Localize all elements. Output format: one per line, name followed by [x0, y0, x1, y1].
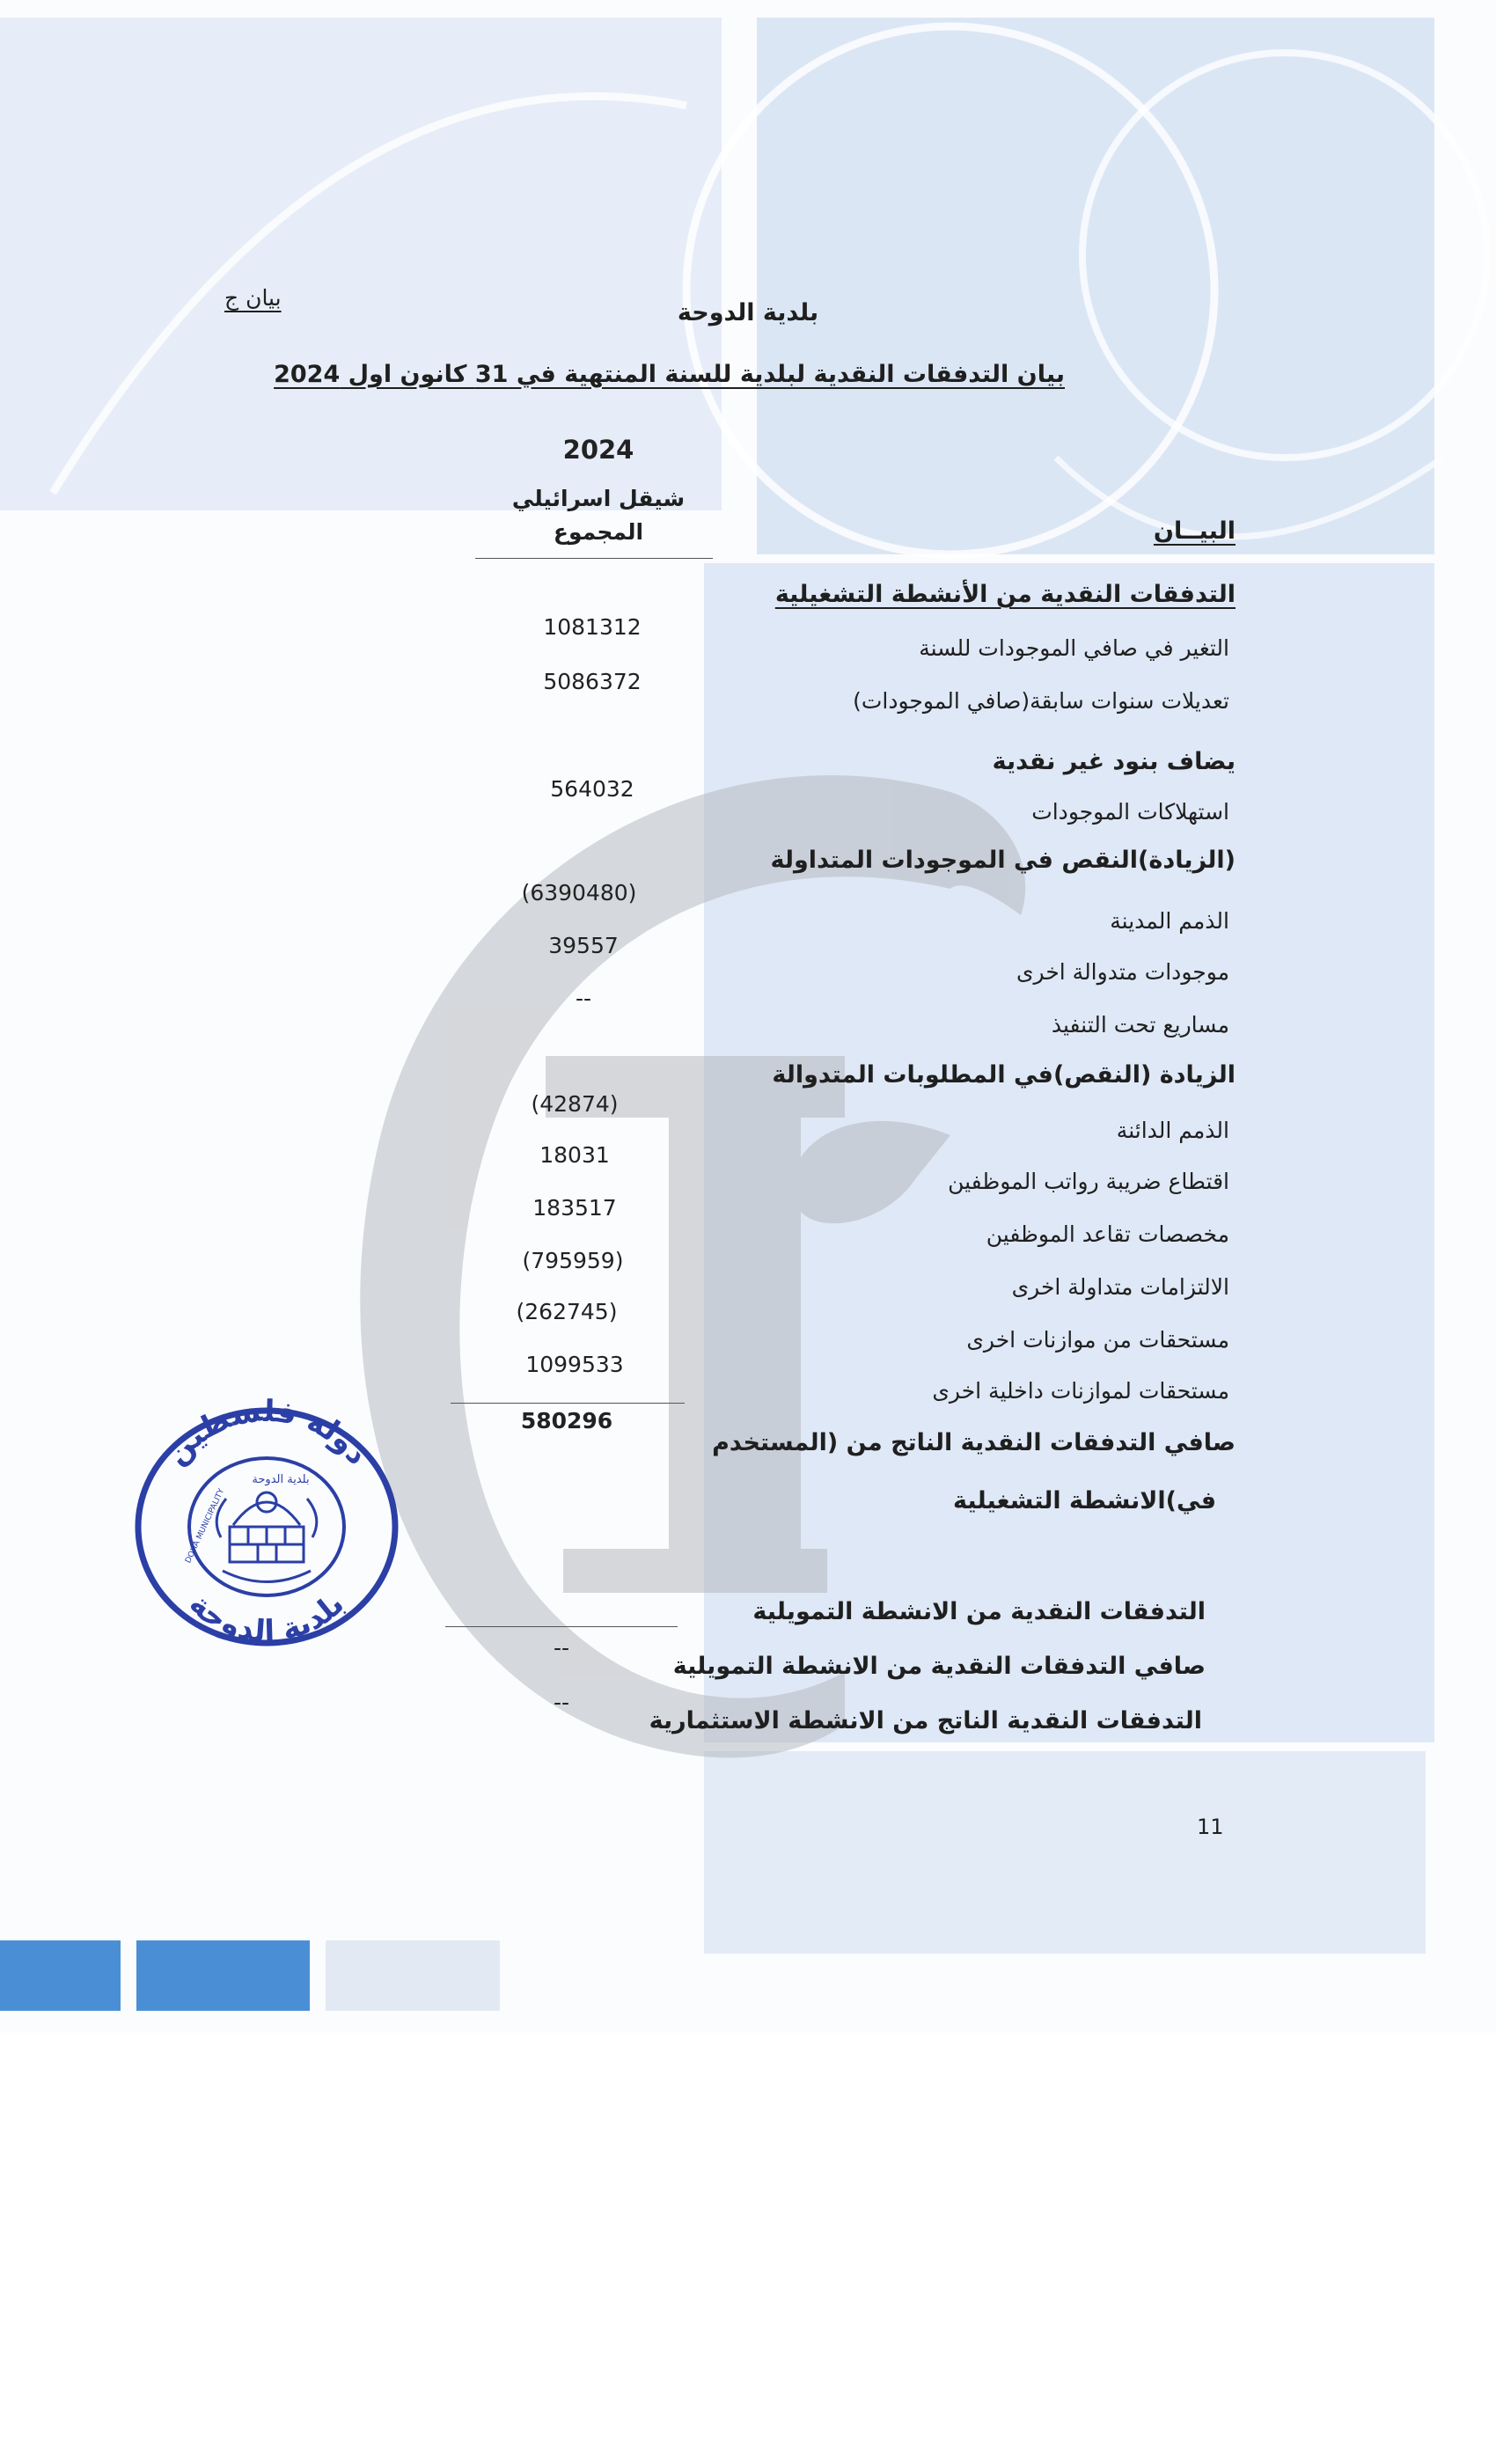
- operating-total-label-line1: صافي التدفقات النقدية الناتج من (المستخدم: [712, 1429, 1236, 1456]
- subsection-heading: الزيادة (النقص)في المطلوبات المتدوالة: [772, 1061, 1236, 1089]
- row-label: مستحقات لموازنات داخلية اخرى: [932, 1378, 1229, 1404]
- row-value: 5086372: [543, 669, 642, 694]
- row-value: (6390480): [521, 880, 637, 906]
- stamp-emblem-icon: [216, 1492, 317, 1582]
- subsection-heading: (الزيادة)النقص في الموجودات المتداولة: [770, 847, 1236, 874]
- row-value: 1099533: [525, 1352, 624, 1377]
- row-value: 564032: [550, 776, 634, 802]
- row-label: استهلاكات الموجودات: [1031, 799, 1229, 825]
- column-total-header: المجموع: [553, 519, 644, 545]
- row-value: 39557: [548, 933, 619, 958]
- row-label: تعديلات سنوات سابقة(صافي الموجودات): [853, 688, 1229, 714]
- organization-name: بلدية الدوحة: [677, 299, 819, 326]
- currency-label: شيقل اسرائيلي: [511, 486, 686, 511]
- row-value: 1081312: [543, 614, 642, 640]
- statement-title: بيان التدفقات النقدية لبلدية للسنة المنتهية في 31 كانون اول 2024: [274, 361, 1065, 388]
- column-description-header: البيــان: [1153, 517, 1236, 545]
- stamp-text-top: دولة فلسطين: [158, 1395, 376, 1472]
- investing-value: --: [553, 1690, 570, 1715]
- row-value: 18031: [539, 1142, 610, 1168]
- row-label: مخصصات تقاعد الموظفين: [986, 1221, 1229, 1247]
- section-heading-operating: التدفقات النقدية من الأنشطة التشغيلية: [774, 581, 1236, 608]
- page-number: 11: [1197, 1815, 1224, 1839]
- footer-bar-2: [136, 1940, 310, 2011]
- footer-bar-1: [0, 1940, 121, 2011]
- row-label: التغير في صافي الموجودات للسنة: [919, 635, 1229, 661]
- financing-heading: التدفقات النقدية من الانشطة التمويلية: [752, 1598, 1206, 1625]
- financing-rule: [445, 1626, 678, 1627]
- row-label: مساريع تحت التنفيذ: [1051, 1012, 1229, 1038]
- header-rule: [475, 558, 713, 559]
- subsection-heading: يضاف بنود غير نقدية: [992, 748, 1236, 775]
- row-value: --: [575, 986, 592, 1011]
- background-panel-top-right: [757, 18, 1434, 554]
- operating-total-label-line2: في)الانشطة التشغيلية: [953, 1487, 1216, 1514]
- subtotal-rule: [451, 1403, 685, 1404]
- row-value: (262745): [516, 1299, 618, 1324]
- row-label: موجودات متدوالة اخرى: [1016, 959, 1229, 985]
- row-label: اقتطاع ضريبة رواتب الموظفين: [948, 1169, 1229, 1194]
- row-label: مستحقات من موازنات اخرى: [966, 1327, 1229, 1353]
- row-value: (42874): [531, 1091, 619, 1117]
- row-label: الالتزامات متداولة اخرى: [1011, 1274, 1229, 1300]
- investing-label: التدفقات النقدية الناتج من الانشطة الاستثمارية: [649, 1707, 1202, 1734]
- row-label: الذمم الدائنة: [1116, 1118, 1229, 1143]
- financing-net-value: --: [553, 1635, 570, 1661]
- footer-bar-3: [326, 1940, 500, 2011]
- stamp-text-latin: DOHA MUNICIPALITY: [184, 1487, 227, 1566]
- financing-net-label: صافي التدفقات النقدية من الانشطة التمويلية: [672, 1653, 1206, 1680]
- year-heading: 2024: [562, 435, 634, 465]
- background-panel-bottom: [704, 1751, 1426, 1954]
- stamp-text-inner: بلدية الدوحة: [252, 1473, 310, 1486]
- municipality-stamp: [126, 1395, 407, 1650]
- row-label: الذمم المدينة: [1110, 908, 1229, 934]
- operating-total-value: 580296: [520, 1408, 613, 1434]
- stamp-text-bottom: بلدية الدوحة: [182, 1586, 351, 1650]
- statement-ref: بيان ج: [224, 285, 282, 311]
- row-value: (795959): [522, 1248, 624, 1273]
- row-value: 183517: [532, 1195, 617, 1221]
